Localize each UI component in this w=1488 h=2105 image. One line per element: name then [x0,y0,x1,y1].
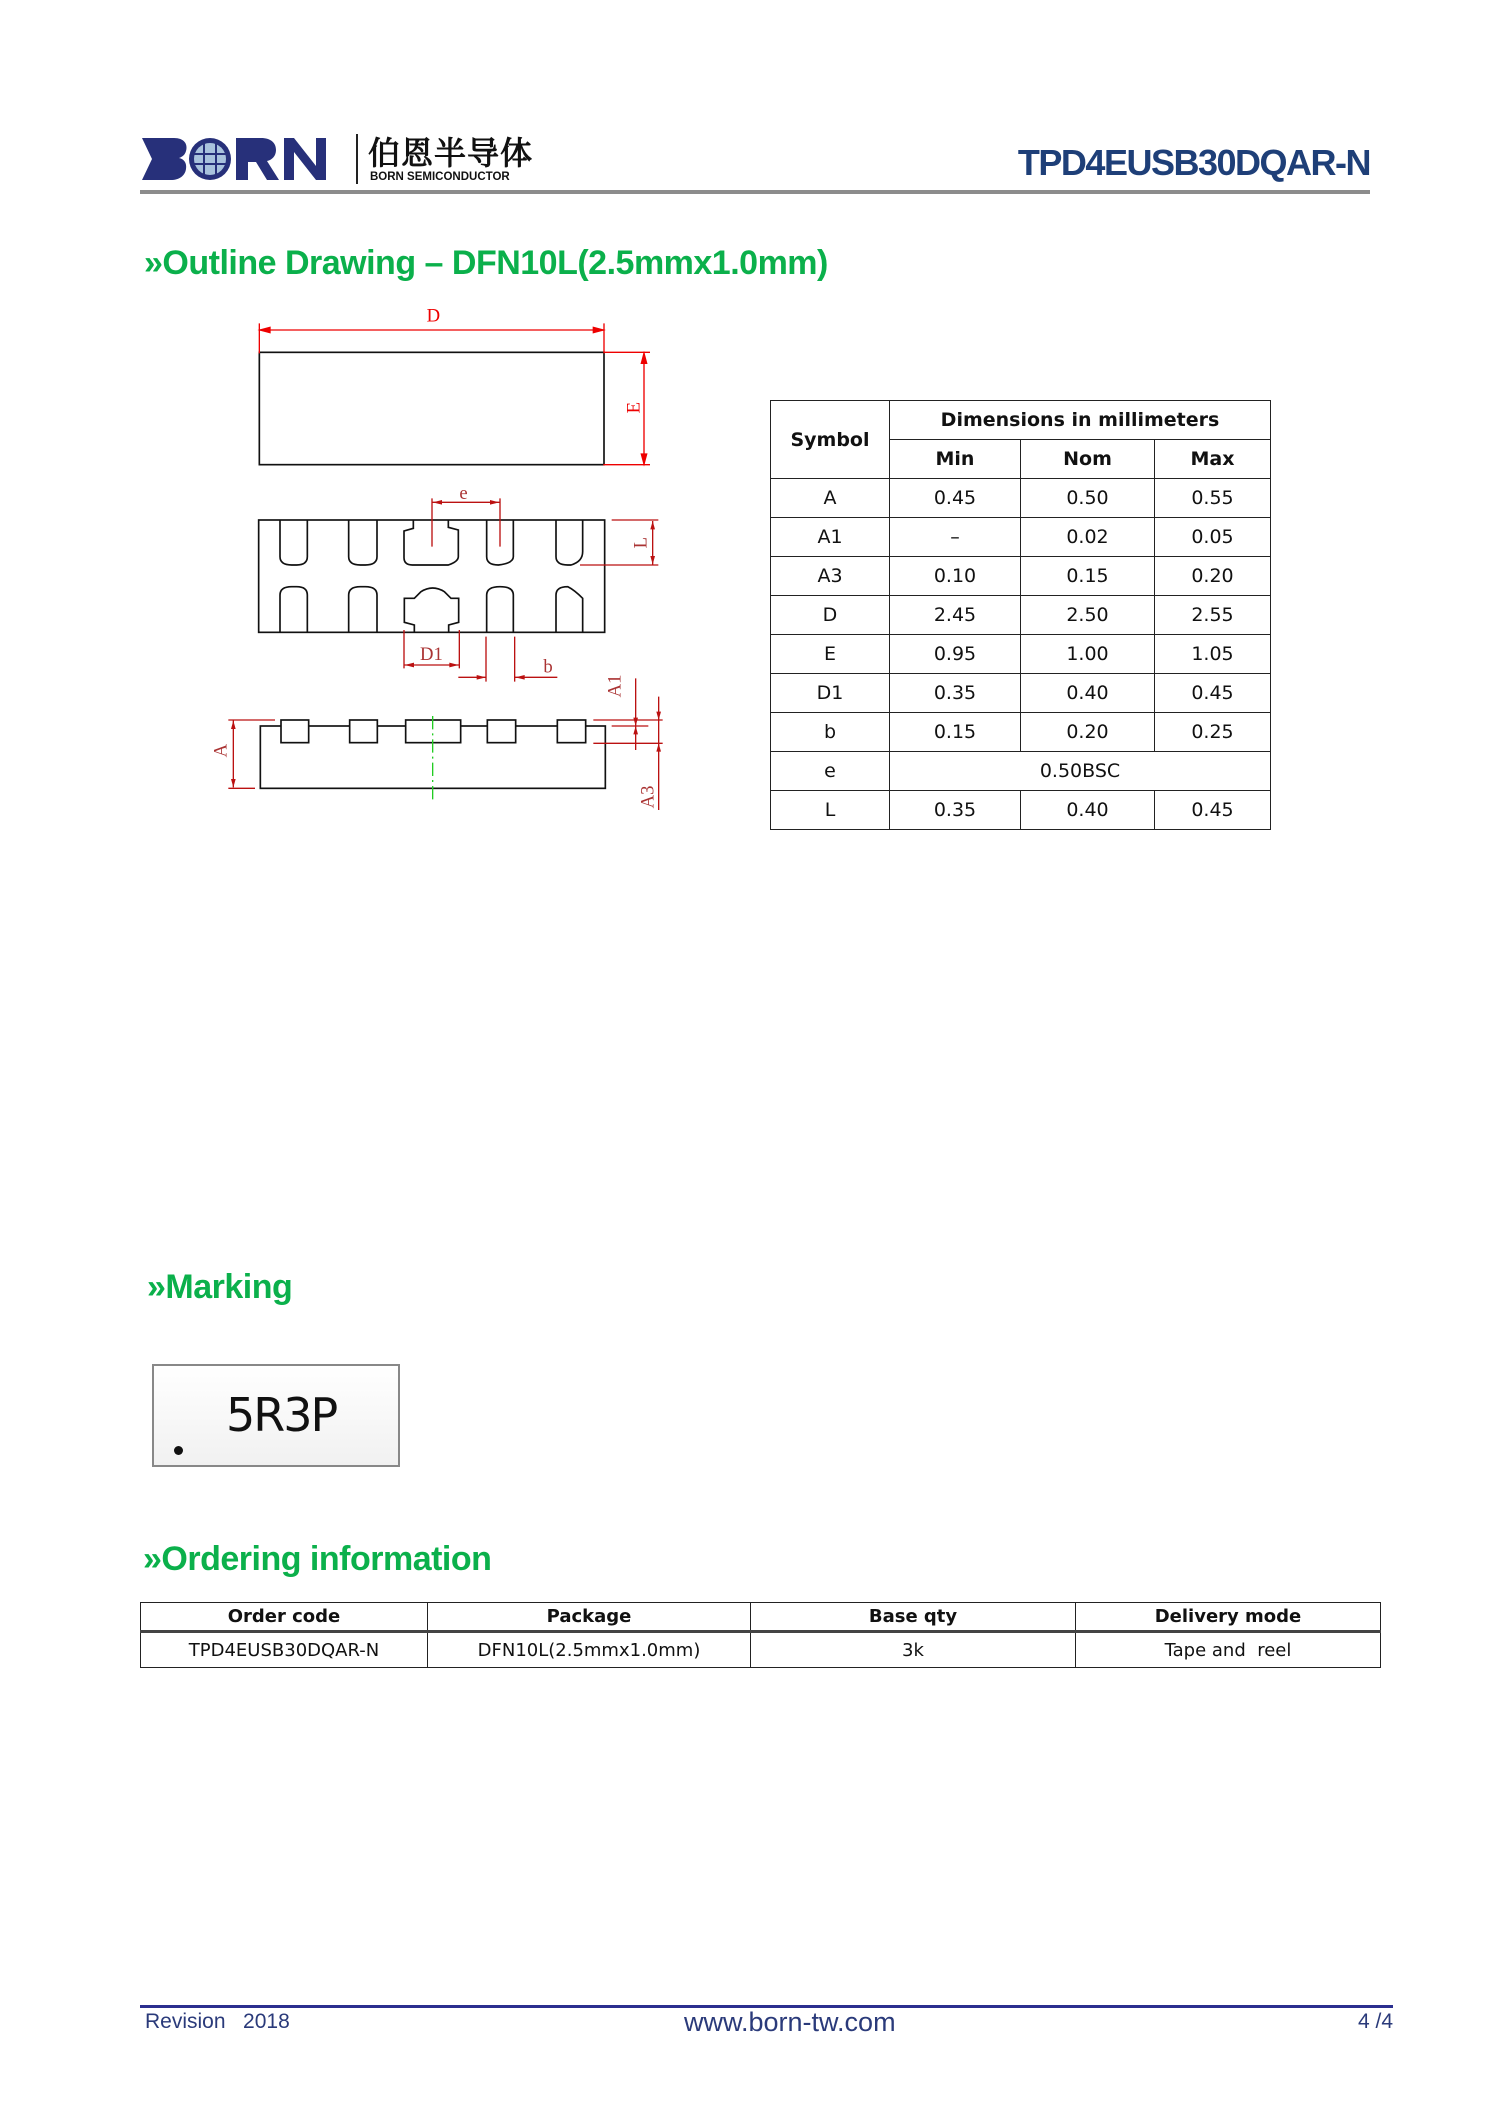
cell: 2.50 [1021,596,1155,635]
cell: b [771,713,890,752]
label-A1: A1 [604,674,626,698]
cell: D [771,596,890,635]
cell: 0.45 [1155,791,1271,830]
table-row [771,557,1271,596]
label-L: L [630,536,652,549]
cell: – [890,518,1021,557]
table-row [771,752,1271,791]
cell: A3 [771,557,890,596]
header-symbol: Symbol [771,401,890,479]
ordering-heading: »Ordering information [143,1540,492,1578]
label-b: b [543,656,553,678]
born-logo [140,134,340,184]
table-row [771,635,1271,674]
pin1-dot-icon [174,1446,183,1455]
header-dimensions: Dimensions in millimeters [890,401,1271,440]
cell: 0.40 [1021,674,1155,713]
cell: 0.05 [1155,518,1271,557]
header-package: Package [428,1603,751,1632]
header-base-qty: Base qty [751,1603,1076,1632]
cell: L [771,791,890,830]
cell: 0.55 [1155,479,1271,518]
marking-code: 5R3P [226,1388,337,1442]
cell: A [771,479,890,518]
cell: 0.20 [1021,713,1155,752]
order-code: TPD4EUSB30DQAR-N [141,1632,428,1668]
header-divider [140,190,1370,194]
cell: 0.45 [1155,674,1271,713]
cell: 0.50 [1021,479,1155,518]
delivery-mode: Tape and reel [1076,1632,1381,1668]
base-qty: 3k [751,1632,1076,1668]
cell: 0.10 [890,557,1021,596]
header-nom: Nom [1021,440,1155,479]
outline-heading: »Outline Drawing – DFN10L(2.5mmx1.0mm) [144,244,828,282]
cell: 0.02 [1021,518,1155,557]
label-A3: A3 [637,785,659,809]
cell: 0.50BSC [890,752,1271,791]
part-number-title: TPD4EUSB30DQAR-N [1017,142,1370,183]
cell: 0.15 [890,713,1021,752]
cell: 0.20 [1155,557,1271,596]
top-view-body [259,352,604,464]
label-A: A [210,743,232,758]
label-D1: D1 [420,644,443,665]
cell: D1 [771,674,890,713]
marking-diagram [152,1364,400,1467]
footer-url[interactable]: www.born-tw.com [684,2007,896,2037]
table-row [771,713,1271,752]
footer-revision: Revision 2018 [145,2010,290,2033]
cell: 0.15 [1021,557,1155,596]
logo-divider [356,134,358,184]
brand-en: BORN SEMICONDUCTOR [370,171,510,183]
marking-heading: »Marking [147,1268,293,1306]
cell: E [771,635,890,674]
ordering-table [140,1602,1381,1668]
table-row [771,596,1271,635]
header-order-code: Order code [141,1603,428,1632]
cell: 0.45 [890,479,1021,518]
cell: 0.35 [890,674,1021,713]
footer-page-number: 4 /4 [1357,2010,1393,2033]
label-e: e [459,483,468,504]
cell: 0.35 [890,791,1021,830]
cell: 2.55 [1155,596,1271,635]
outline-drawing [200,300,680,940]
cell: 1.00 [1021,635,1155,674]
table-row [771,479,1271,518]
header-max: Max [1155,440,1271,479]
cell: 0.40 [1021,791,1155,830]
table-row [141,1632,1381,1668]
package: DFN10L(2.5mmx1.0mm) [428,1632,751,1668]
cell: 0.95 [890,635,1021,674]
table-row [771,791,1271,830]
table-row [771,518,1271,557]
label-D: D [426,305,441,327]
brand-cn: 伯恩半导体 [368,134,534,172]
dimensions-table [770,400,1271,830]
header-delivery-mode: Delivery mode [1076,1603,1381,1632]
table-row [771,674,1271,713]
cell: 0.25 [1155,713,1271,752]
label-E: E [623,401,645,414]
cell: e [771,752,890,791]
header-min: Min [890,440,1021,479]
cell: A1 [771,518,890,557]
cell: 2.45 [890,596,1021,635]
cell: 1.05 [1155,635,1271,674]
